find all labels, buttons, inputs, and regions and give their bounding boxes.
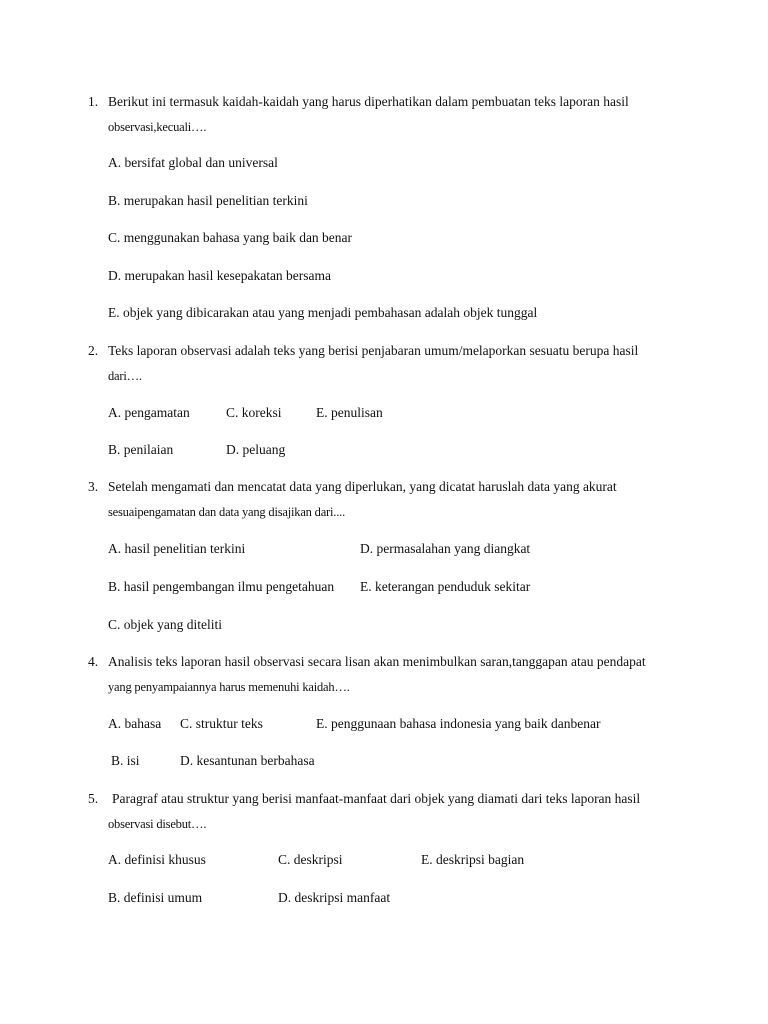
option-e: E. objek yang dibicarakan atau yang menjadi pembahasan adalah objek tunggal xyxy=(108,305,538,320)
question-stem-line-2: observasi,kecuali…. xyxy=(108,120,207,134)
option-e: E. penggunaan bahasa indonesia yang baik danbenar xyxy=(316,716,601,731)
option-d: D. permasalahan yang diangkat xyxy=(360,541,531,556)
option-b: B. penilaian xyxy=(108,442,174,457)
option-b: B. merupakan hasil penelitian terkini xyxy=(108,193,308,208)
option-c: C. objek yang diteliti xyxy=(108,617,222,632)
option-c: C. koreksi xyxy=(226,405,282,420)
option-a: A. definisi khusus xyxy=(108,852,206,867)
question-stem-line-2: sesuaipengamatan dan data yang disajikan dari.... xyxy=(108,505,345,519)
option-c: C. struktur teks xyxy=(180,716,263,731)
option-d: D. deskripsi manfaat xyxy=(278,890,391,905)
question-stem-line-1: Analisis teks laporan hasil observasi secara lisan akan menimbulkan saran,tanggapan atau pendapat xyxy=(108,654,646,669)
option-a: A. pengamatan xyxy=(108,405,190,420)
option-e: E. deskripsi bagian xyxy=(421,852,525,867)
option-a: A. bersifat global dan universal xyxy=(108,155,278,170)
question-stem-line-1: Berikut ini termasuk kaidah-kaidah yang harus diperhatikan dalam pembuatan teks laporan hasil xyxy=(108,94,629,109)
question-stem-line-1: Paragraf atau struktur yang berisi manfaat-manfaat dari objek yang diamati dari teks laporan hasil xyxy=(112,791,641,806)
question-number: 1. xyxy=(88,94,99,109)
option-d: D. merupakan hasil kesepakatan bersama xyxy=(108,268,332,283)
question-number: 5. xyxy=(88,791,99,806)
option-a: A. bahasa xyxy=(108,716,162,731)
option-b: B. isi xyxy=(111,753,140,768)
question-stem-line-1: Setelah mengamati dan mencatat data yang diperlukan, yang dicatat haruslah data yang akurat xyxy=(108,479,617,494)
option-a: A. hasil penelitian terkini xyxy=(108,541,246,556)
question-stem-line-2: yang penyampaiannya harus memenuhi kaidah…. xyxy=(108,680,350,694)
option-b: B. hasil pengembangan ilmu pengetahuan xyxy=(108,579,335,594)
option-e: E. penulisan xyxy=(316,405,383,420)
question-stem-line-2: dari…. xyxy=(108,369,142,383)
question-stem-line-2: observasi disebut…. xyxy=(108,817,207,831)
option-d: D. peluang xyxy=(226,442,286,457)
option-d: D. kesantunan berbahasa xyxy=(180,753,315,768)
option-c: C. deskripsi xyxy=(278,852,343,867)
question-stem-line-1: Teks laporan observasi adalah teks yang berisi penjabaran umum/melaporkan sesuatu berupa hasil xyxy=(108,343,639,358)
question-number: 4. xyxy=(88,654,99,669)
option-e: E. keterangan penduduk sekitar xyxy=(360,579,531,594)
option-c: C. menggunakan bahasa yang baik dan benar xyxy=(108,230,353,245)
question-number: 3. xyxy=(88,479,99,494)
question-number: 2. xyxy=(88,343,99,358)
option-b: B. definisi umum xyxy=(108,890,203,905)
